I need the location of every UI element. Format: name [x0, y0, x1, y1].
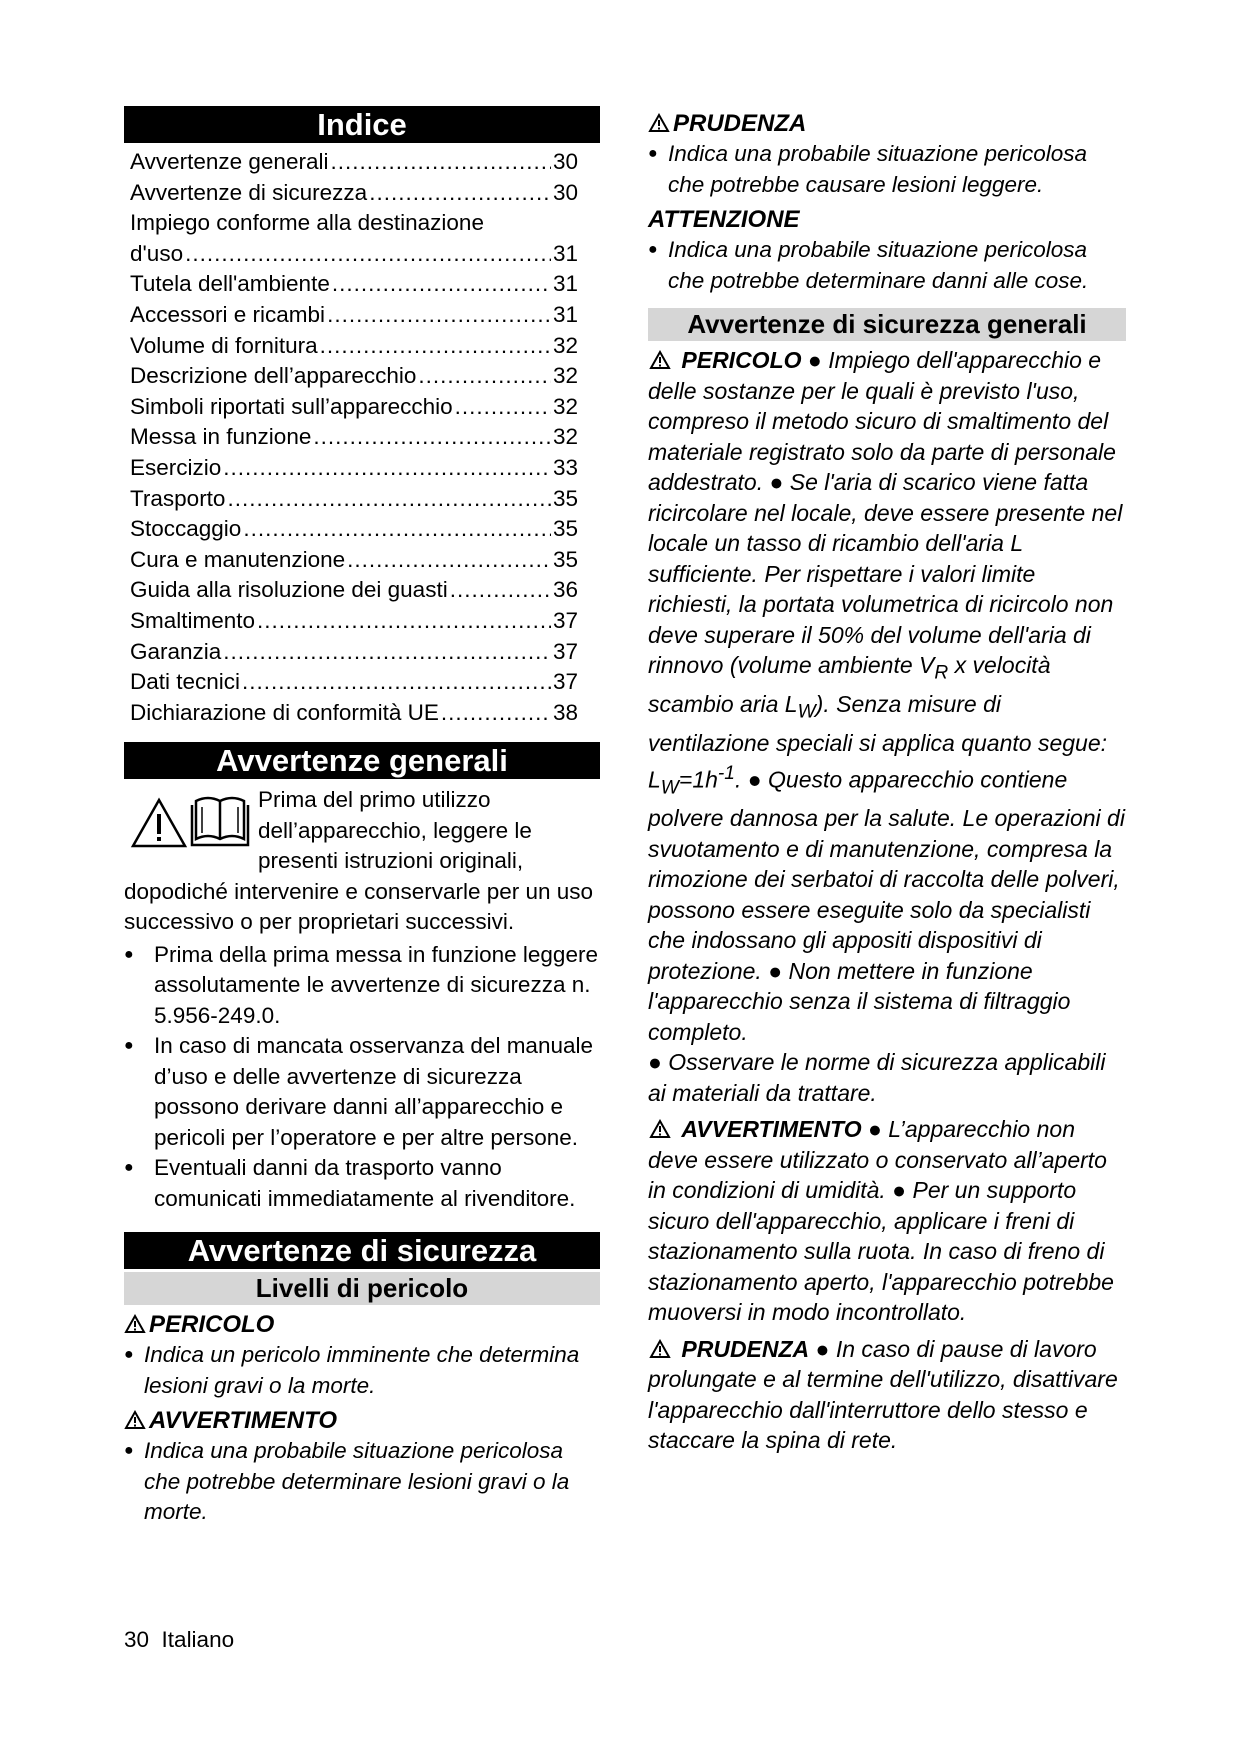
toc-entry-title: Cura e manutenzione [130, 546, 346, 572]
caution-bullets [648, 139, 1126, 200]
toc-entry[interactable] [130, 392, 598, 423]
toc-entry-page: 35 [552, 546, 578, 572]
toc-entry[interactable] [130, 484, 598, 515]
toc-entry-page: 32 [552, 393, 578, 419]
toc-entry-page: 32 [552, 424, 578, 450]
table-of-contents [130, 147, 598, 728]
toc-entry-title: Dati tecnici [130, 669, 241, 695]
danger-bullets [124, 1340, 600, 1401]
toc-entry[interactable] [130, 269, 598, 300]
subscript: W [797, 701, 816, 723]
danger-label [124, 1309, 600, 1340]
danger-text: =1h [678, 766, 718, 793]
warning-triangle-icon [130, 797, 188, 849]
danger-paragraph-label: PERICOLO [681, 347, 802, 373]
toc-entry-title: Trasporto [130, 485, 226, 511]
list-item: ● Prima della prima messa in funzione leggere assolutamente le avvertenze di sicurezza n. 5.956-249.0. [124, 940, 600, 1032]
toc-entry-page: 32 [552, 363, 578, 389]
toc-entry-title: d'uso [130, 240, 184, 266]
subscript: W [660, 776, 679, 798]
list-item: ● In caso di mancata osservanza del manuale d’uso e delle avvertenze di sicurezza possono derivare danni all’apparecchio e pericoli per l’operatore e per altre persone. [124, 1031, 600, 1153]
toc-entry-title: Smaltimento [130, 607, 256, 633]
toc-entry-page: 37 [552, 607, 578, 633]
toc-entry[interactable] [130, 178, 598, 209]
toc-entry-page: 36 [552, 577, 578, 603]
warning-bullets [124, 1436, 600, 1528]
manual-book-icon [190, 793, 250, 847]
danger-text: . [734, 766, 742, 793]
caution-paragraph-label: PRUDENZA [681, 1335, 810, 1362]
page-number: 30 [124, 1627, 150, 1652]
toc-entry[interactable] [130, 422, 598, 453]
toc-entry[interactable] [130, 453, 598, 484]
list-item: ● Eventuali danni da trasporto vanno comunicati immediatamente al rivenditore. [124, 1153, 600, 1214]
caution-paragraph: PRUDENZA ● In caso di pause di lavoro prolungate e al termine dell'utilizzo, disattivare l'apparecchio dall'interruttore dello stesso e staccare la spina di rete. [648, 1335, 1118, 1454]
toc-entry[interactable] [130, 300, 598, 331]
toc-entry[interactable] [130, 606, 598, 637]
toc-entry-title: Stoccaggio [130, 516, 242, 542]
toc-entry-first-line[interactable]: Impiego conforme alla destinazione [130, 210, 484, 236]
toc-entry[interactable] [130, 698, 598, 729]
left-column [124, 106, 600, 1528]
danger-text: ). Senza misure di ventilazione speciali si applica quanto segue: L [648, 691, 1108, 793]
warning-triangle-icon [648, 350, 672, 370]
caution-text: In caso di pause di lavoro prolungate e al termine dell'utilizzo, disattivare l'apparecchio dall'interruttore dello stesso e staccare la spina di rete. [648, 1335, 1118, 1454]
toc-entry-title: Tutela dell'ambiente [130, 271, 330, 297]
toc-entry[interactable] [130, 331, 598, 362]
warning-triangle-icon [124, 1410, 146, 1430]
list-item: ● Indica una probabile situazione pericolosa che potrebbe determinare lesioni gravi o la morte. [124, 1436, 600, 1528]
toc-entry-page: 32 [552, 332, 578, 358]
toc-entry-title: Guida alla risoluzione dei guasti [130, 577, 448, 603]
warning-triangle-icon [648, 1339, 672, 1359]
toc-entry-title: Messa in funzione [130, 424, 312, 450]
warning-label [124, 1405, 600, 1436]
toc-entry[interactable] [130, 667, 598, 698]
warning-paragraph-label: AVVERTIMENTO [681, 1116, 862, 1143]
page-footer [124, 1627, 234, 1653]
warning-text: L’apparecchio non deve essere utilizzato o conservato all’aperto in condizioni di umidità. [648, 1116, 1107, 1204]
toc-entry-page: 31 [552, 271, 578, 297]
list-item: ● Indica una probabile situazione pericolosa che potrebbe determinare danni alle cose. [648, 235, 1126, 296]
list-item: ● Indica una probabile situazione pericolosa che potrebbe causare lesioni leggere. [648, 139, 1126, 200]
toc-heading: Indice [124, 106, 600, 143]
toc-entry-title: Avvertenze di sicurezza [130, 179, 368, 205]
warning-text: Per un supporto sicuro dell'apparecchio, applicare i freni di stazionamento sulla ruota. In caso di freno di stazionamento aperto, l'apparecchio potrebbe muoversi in modo incontrollato. [648, 1177, 1114, 1326]
warning-triangle-icon [648, 1119, 672, 1139]
warning-triangle-icon [648, 113, 670, 133]
intro-text: Prima del primo utilizzo dell’apparecchio, leggere le presenti istruzioni originali, dopodiché intervenire e conservarle per un uso successivo o per proprietari successivi. [124, 787, 594, 935]
warning-triangle-icon [124, 1314, 146, 1334]
toc-entry-title: Simboli riportati sull’apparecchio [130, 393, 453, 419]
toc-entry[interactable] [130, 514, 598, 545]
warning-manual-icons [124, 789, 254, 853]
toc-entry-page: 37 [552, 638, 578, 664]
toc-entry-page: 30 [552, 179, 578, 205]
toc-entry[interactable] [130, 637, 598, 668]
danger-text: Questo apparecchio contiene polvere dannosa per la salute. Le operazioni di svuotamento e di manutenzione, compresa la rimozione dei serbatoi di raccolta delle polveri, possono essere eseguite solo da specialisti che indossano gli appositi dispositivi di protezione. [648, 766, 1125, 984]
caution-label-text: PRUDENZA [673, 110, 807, 137]
warning-paragraph: AVVERTIMENTO ● L’apparecchio non deve essere utilizzato o conservato all’aperto in condizioni di umidità. ● Per un supporto sicuro dell'apparecchio, applicare i freni di stazionamento sulla ruota. In caso di freno di stazionamento aperto, l'apparecchio potrebbe muoversi in modo incontrollato. [648, 1116, 1114, 1326]
toc-entry-title: Esercizio [130, 454, 222, 480]
toc-entry-page: 31 [552, 301, 578, 327]
toc-entry-page: 35 [552, 485, 578, 511]
danger-text: Se l'aria di scarico viene fatta ricircolare nel locale, deve essere presente nel locale un tasso di ricambio dell'aria L sufficiente. Per rispettare i valori limite richiesti, la portata volumetrica di ricircolo non deve superare il 50% del volume dell'aria di rinnovo (volume ambiente V [648, 469, 1123, 678]
list-item: ● Indica un pericolo imminente che determina lesioni gravi o la morte. [124, 1340, 600, 1401]
toc-entry-page: 35 [552, 516, 578, 542]
toc-entry-title: Avvertenze generali [130, 149, 329, 174]
warning-label-text: AVVERTIMENTO [149, 1407, 338, 1435]
danger-text: x velocità scambio aria L [648, 652, 1051, 718]
toc-entry-title: Dichiarazione di conformità UE [130, 699, 439, 725]
right-column [648, 106, 1126, 1456]
toc-entry[interactable] [130, 147, 598, 178]
danger-paragraph: PERICOLO ● Impiego dell'apparecchio e delle sostanze per le quali è previsto l'uso, compreso il metodo sicuro di smaltimento del materiale registrato solo da parte di personale addestrato. ● Se l'aria di scarico viene fatta ricircolare nel locale, deve essere presente nel locale un tasso di ricambio dell'aria L sufficiente. Per rispettare i valori limite richiesti, la portata volumetrica di ricircolo non deve superare il 50% del volume dell'aria di rinnovo (volume ambiente $V_R$ x velocità scambio aria $L_W$). Senza misure di ventilazione speciali si applica quanto segue: $L_W=1h^{-1}$. ● Questo apparecchio contiene polvere dannosa per la salute. Le operazioni di svuotamento e di manutenzione, compresa la rimozione dei serbatoi di raccolta delle polveri, possono essere eseguite solo da specialisti che indossano gli appositi dispositivi di protezione. ● Non mettere in funzione l'apparecchio senza il sistema di filtraggio completo. ● Osservare le norme di sicurezza applicabili ai materiali da trattare. [648, 347, 1125, 1106]
toc-entry-title: Accessori e ricambi [130, 301, 326, 327]
toc-entry[interactable] [130, 545, 598, 576]
attention-bullets [648, 235, 1126, 296]
toc-entry[interactable] [130, 239, 598, 270]
caution-label [648, 108, 1126, 139]
toc-entry-page: 31 [552, 240, 578, 266]
toc-entry-title: Descrizione dell’apparecchio [130, 363, 417, 389]
footer-language: Italiano [161, 1627, 235, 1652]
toc-entry-page: 33 [552, 454, 578, 480]
general-bullets [124, 940, 600, 1215]
general-safety-heading: Avvertenze di sicurezza generali [648, 308, 1126, 341]
superscript: -1 [717, 762, 735, 784]
danger-text: Impiego dell'apparecchio e delle sostanze per le quali è previsto l'uso, compreso il metodo sicuro di smaltimento del materiale registrato solo da parte di personale addestrato. [648, 347, 1116, 495]
general-heading: Avvertenze generali [124, 742, 600, 779]
danger-levels-heading: Livelli di pericolo [124, 1272, 600, 1305]
subscript: R [934, 662, 949, 684]
attention-label: ATTENZIONE [648, 206, 800, 233]
toc-entry[interactable] [130, 575, 598, 606]
toc-entry-page: 37 [552, 669, 578, 695]
safety-heading: Avvertenze di sicurezza [124, 1232, 600, 1269]
toc-entry-title: Volume di fornitura [130, 332, 318, 358]
danger-text: Osservare le norme di sicurezza applicabili ai materiali da trattare. [648, 1049, 1106, 1106]
general-intro [124, 785, 600, 938]
danger-text: Non mettere in funzione l'apparecchio senza il sistema di filtraggio completo. [648, 957, 1071, 1045]
toc-entry-title: Garanzia [130, 638, 222, 664]
toc-entry-page: 38 [552, 699, 578, 725]
toc-entry[interactable] [130, 361, 598, 392]
danger-label-text: PERICOLO [149, 1311, 275, 1339]
toc-entry-page: 30 [552, 149, 578, 174]
